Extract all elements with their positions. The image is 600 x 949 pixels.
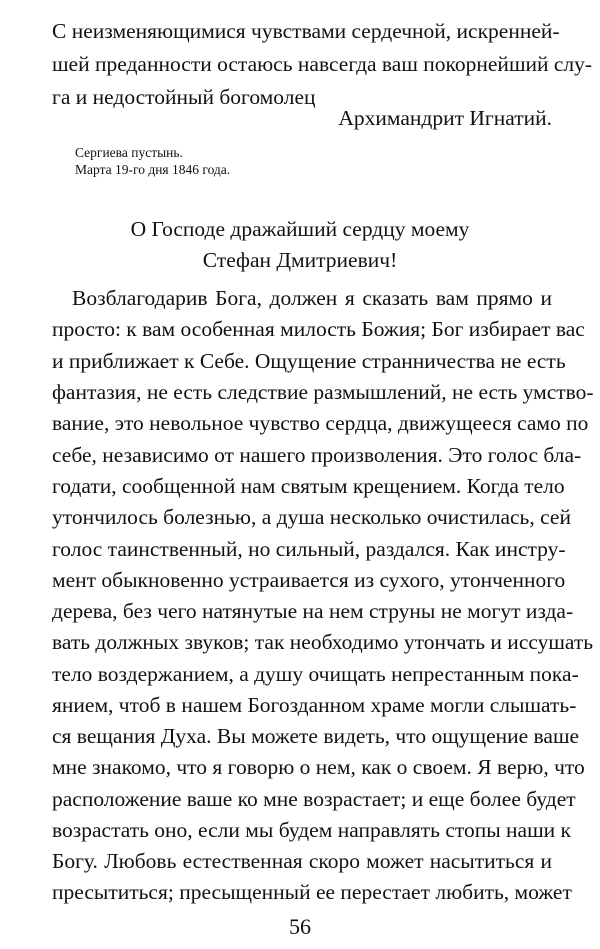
body-line-3: и приближает к Себе. Ощущение странничества не есть	[52, 349, 566, 373]
body-line-13: тело воздержанием, а душу очищать непрестанным пока-	[52, 662, 579, 686]
body-line-4: фантазия, не есть следствие размышлений, не есть умство-	[52, 380, 594, 404]
body-line-17: расположение ваше ко мне возрастает; и еще более будет	[52, 787, 576, 811]
body-line-10: мент обыкновенно устраивается из сухого, утонченного	[52, 568, 566, 592]
signature: Архимандрит Игнатий.	[338, 106, 552, 130]
letter-end-line-3: га и недостойный богомолец	[52, 85, 316, 109]
body-line-15: ся вещания Духа. Вы можете видеть, что ощущение ваше	[52, 724, 580, 748]
body-line-18: возрастать оно, если мы будем направлять стопы наши к	[52, 818, 571, 842]
body-line-12: вать должных звуков; так необходимо утончать и иссушать	[52, 630, 594, 654]
body-line-19: Богу. Любовь естественная скоро может насытиться и	[52, 849, 552, 873]
body-line-20: пресытиться; пресыщенный ее перестает любить, может	[52, 880, 572, 904]
salutation-line-1: О Господе дражайший сердцу моему	[130, 217, 470, 241]
body-line-2: просто: к вам особенная милость Божия; Бог избирает вас	[52, 317, 585, 341]
body-line-11: дерева, без чего натянутые на нем струны не могут изда-	[52, 599, 574, 623]
salutation-line-2: Стефан Дмитриевич!	[202, 248, 398, 272]
body-line-6: себе, независимо от нашего произволения. Это голос бла-	[52, 443, 582, 467]
date-line: Марта 19-го дня 1846 года.	[75, 162, 231, 177]
place-line: Сергиева пустынь.	[75, 145, 183, 160]
page-number: 56	[289, 914, 311, 939]
letter-end-line-2: шей преданности остаюсь навсегда ваш покорнейший слу-	[52, 52, 593, 76]
body-line-16: мне знакомо, что я говорю о нем, как о своем. Я верю, что	[52, 755, 585, 779]
body-line-7: годати, сообщенной нам святым крещением. Когда тело	[52, 474, 565, 498]
body-line-5: вание, это невольное чувство сердца, движущееся само по	[52, 411, 589, 435]
body-line-8: утончилось болезнью, а душа несколько очистилась, сей	[52, 505, 571, 529]
body-line-9: голос таинственный, но сильный, раздался. Как инстру-	[52, 537, 566, 561]
body-line-14: янием, чтоб в нашем Богозданном храме могли слышать-	[52, 693, 577, 717]
letter-end-line-1: С неизменяющимися чувствами сердечной, искренней-	[52, 19, 560, 43]
body-line-1: Возблагодарив Бога, должен я сказать вам прямо и	[72, 286, 552, 310]
